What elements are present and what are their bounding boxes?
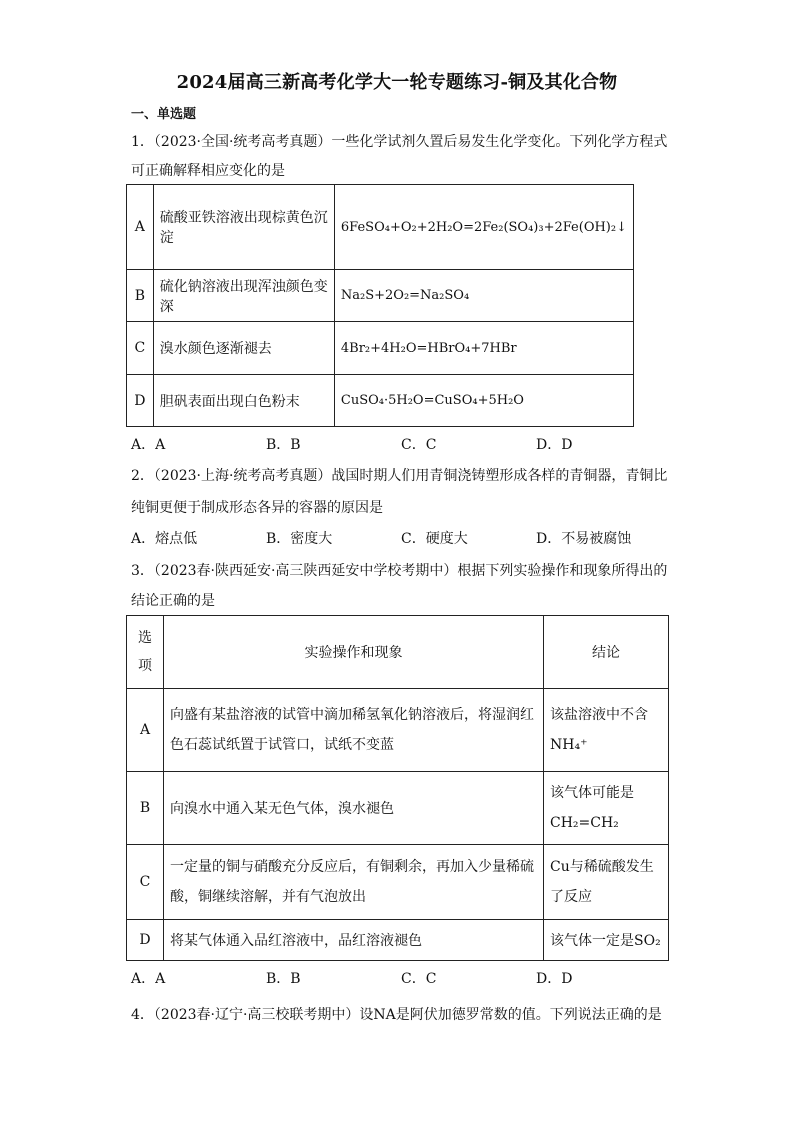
header-opt-char2: 项 <box>138 658 152 674</box>
choice-b[interactable]: B．密度大 <box>266 531 333 547</box>
q3-header-option <box>127 616 164 689</box>
q3-table <box>126 615 669 961</box>
q2-stem-line1: 2．（2023·上海·统考高考真题）战国时期人们用青铜浇铸塑形成各样的青铜器，青铜比 <box>131 468 668 484</box>
q3-row-operation <box>164 689 544 772</box>
header-opt-char1: 选 <box>138 630 152 646</box>
choice-a[interactable]: A．熔点低 <box>131 531 198 547</box>
q1-row-equation: Na₂S+2O₂=Na₂SO₄ <box>334 270 633 322</box>
q1-row-phenomenon: 硫化钠溶液出现浑浊颜色变深 <box>153 270 334 322</box>
operation-line: 酸，铜继续溶解，并有气泡放出 <box>170 889 366 905</box>
q3-row-option: D <box>127 920 164 961</box>
operation-line: 向溴水中通入某无色气体，溴水褪色 <box>170 801 394 817</box>
q1-row-phenomenon: 硫酸亚铁溶液出现棕黄色沉淀 <box>153 185 334 270</box>
table-row <box>127 270 634 322</box>
choice-b[interactable]: B．B <box>266 971 301 987</box>
q3-choices <box>131 968 671 988</box>
q3-row-conclusion <box>544 920 669 961</box>
q3-row-conclusion <box>544 772 669 845</box>
table-header-row <box>127 616 669 689</box>
table-row <box>127 322 634 375</box>
q3-row-conclusion <box>544 845 669 920</box>
q3-stem-line1: 3．（2023春·陕西延安·高三陕西延安中学校考期中）根据下列实验操作和现象所得出的 <box>131 563 668 579</box>
q2-stem-line2: 纯铜更便于制成形态各异的容器的原因是 <box>131 500 383 516</box>
q1-row-option: A <box>127 185 154 270</box>
operation-line: 向盛有某盐溶液的试管中滴加稀氢氧化钠溶液后，将湿润红 <box>170 707 534 723</box>
choice-d[interactable]: D．不易被腐蚀 <box>536 531 632 547</box>
table-row <box>127 185 634 270</box>
q1-row-equation: 4Br₂+4H₂O=HBrO₄+7HBr <box>334 322 633 375</box>
q3-stem-line2: 结论正确的是 <box>131 593 215 609</box>
q1-row-option: B <box>127 270 154 322</box>
conclusion-line: CH₂=CH₂ <box>550 815 619 831</box>
q1-row-phenomenon: 溴水颜色逐渐褪去 <box>153 322 334 375</box>
q1-table <box>126 184 634 427</box>
choice-c[interactable]: C．C <box>401 437 437 453</box>
table-row <box>127 375 634 427</box>
q1-stem-line2: 可正确解释相应变化的是 <box>131 163 285 179</box>
table-row <box>127 772 669 845</box>
q1-row-option: D <box>127 375 154 427</box>
q1-row-option: C <box>127 322 154 375</box>
choice-c[interactable]: C．硬度大 <box>401 531 468 547</box>
document-title: 2024届高三新高考化学大一轮专题练习-铜及其化合物 <box>176 72 618 93</box>
conclusion-line: 了反应 <box>550 889 592 905</box>
operation-line: 将某气体通入品红溶液中，品红溶液褪色 <box>170 933 422 949</box>
q3-row-operation <box>164 772 544 845</box>
q3-row-operation <box>164 845 544 920</box>
q1-row-equation: 6FeSO₄+O₂+2H₂O=2Fe₂(SO₄)₃+2Fe(OH)₂↓ <box>334 185 633 270</box>
section-heading: 一、单选题 <box>131 107 197 122</box>
conclusion-line: 该盐溶液中不含 <box>550 707 648 723</box>
choice-a[interactable]: A．A <box>131 437 166 453</box>
q3-row-option: B <box>127 772 164 845</box>
table-row <box>127 845 669 920</box>
conclusion-line: Cu与稀硫酸发生 <box>550 859 654 875</box>
operation-line: 一定量的铜与硝酸充分反应后，有铜剩余，再加入少量稀硫 <box>170 859 534 875</box>
q3-row-option: C <box>127 845 164 920</box>
q3-header-conclusion: 结论 <box>544 616 669 689</box>
conclusion-line: NH₄⁺ <box>550 737 588 753</box>
table-row <box>127 920 669 961</box>
conclusion-line: 该气体可能是 <box>550 785 634 801</box>
q3-row-conclusion <box>544 689 669 772</box>
choice-d[interactable]: D．D <box>536 971 573 987</box>
q1-choices <box>131 434 671 454</box>
choice-a[interactable]: A．A <box>131 971 166 987</box>
q3-header-operation: 实验操作和现象 <box>164 616 544 689</box>
q2-choices <box>131 528 671 548</box>
table-row <box>127 689 669 772</box>
choice-d[interactable]: D．D <box>536 437 573 453</box>
q1-row-phenomenon: 胆矾表面出现白色粉末 <box>153 375 334 427</box>
q1-stem-line1: 1．（2023·全国·统考高考真题）一些化学试剂久置后易发生化学变化。下列化学方程式 <box>131 134 668 150</box>
q3-row-option: A <box>127 689 164 772</box>
choice-c[interactable]: C．C <box>401 971 437 987</box>
operation-line: 色石蕊试纸置于试管口，试纸不变蓝 <box>170 737 394 753</box>
q3-row-operation <box>164 920 544 961</box>
q1-row-equation: CuSO₄·5H₂O=CuSO₄+5H₂O <box>334 375 633 427</box>
q4-stem-line1: 4．（2023春·辽宁·高三校联考期中）设NA是阿伏加德罗常数的值。下列说法正确的是 <box>131 1007 662 1023</box>
choice-b[interactable]: B．B <box>266 437 301 453</box>
conclusion-line: 该气体一定是SO₂ <box>550 933 661 949</box>
